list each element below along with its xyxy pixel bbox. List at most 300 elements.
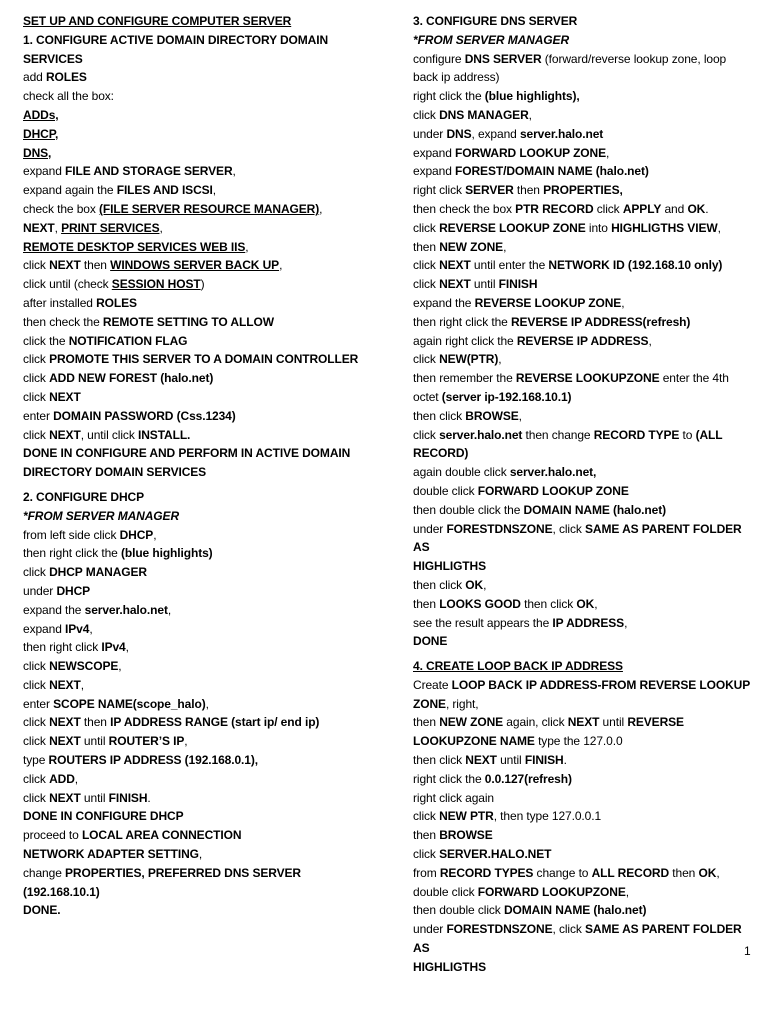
text-line [413, 845, 758, 864]
text-run: then click [520, 596, 577, 611]
text-line [413, 520, 758, 558]
text-run: DHCP [56, 583, 91, 598]
text-run: SAME AS PARENT FOLDER AS [413, 922, 742, 956]
text-run: SERVICES [23, 51, 83, 66]
text-run: click [413, 258, 440, 273]
text-run: double click [413, 884, 478, 899]
text-run: FORWARD LOOKUPZONE [477, 884, 626, 899]
text-run: server.halo.net, [509, 465, 597, 480]
text-line [413, 144, 758, 163]
text-run: , [648, 333, 652, 348]
text-run: REVERSE LOOKUP ZONE [474, 295, 622, 310]
text-line [23, 388, 378, 407]
text-run: NEXT [49, 258, 81, 273]
text-run: NETWORK ADAPTER SETTING [23, 847, 199, 862]
text-run: until [599, 715, 628, 730]
text-run: 0.0.127(refresh) [484, 771, 572, 786]
text-run: click [23, 258, 50, 273]
text-line [23, 601, 378, 620]
text-run: SAME AS PARENT FOLDER AS [413, 521, 742, 555]
text-run: NEXT [23, 220, 55, 235]
text-run: SET UP AND CONFIGURE COMPUTER SERVER [23, 14, 292, 28]
text-run: DONE [413, 634, 448, 649]
text-line [413, 883, 758, 902]
text-line [413, 676, 758, 695]
text-run: OK [687, 201, 706, 216]
text-line [23, 507, 378, 526]
text-run: REVERSE [627, 715, 684, 730]
text-run: ROUTERS IP ADDRESS (192.168.0.1), [48, 753, 258, 768]
text-run: , [232, 164, 236, 179]
text-run: click [593, 201, 623, 216]
text-run: click [23, 790, 50, 805]
text-run: then check the box [413, 201, 516, 216]
text-run: REMOTE DESKTOP SERVICES WEB IIS [23, 239, 246, 254]
text-run: PROPERTIES, PREFERRED DNS SERVER [65, 865, 301, 880]
text-line [23, 526, 378, 545]
text-run: proceed to [23, 828, 82, 843]
text-run: under [413, 521, 447, 536]
text-run: FORESTDNSZONE [446, 521, 553, 536]
text-line [413, 388, 758, 407]
text-line [23, 657, 378, 676]
text-line [23, 807, 378, 826]
text-run: click [23, 771, 50, 786]
text-line [23, 313, 378, 332]
text-run: then change [522, 427, 594, 442]
text-line [23, 751, 378, 770]
text-line [413, 407, 758, 426]
text-line [413, 958, 758, 977]
text-line [413, 68, 758, 87]
text-run: , [74, 771, 79, 786]
text-line [23, 845, 378, 864]
text-run: RECORD TYPE [593, 427, 680, 442]
text-run: RECORD TYPES [439, 865, 534, 880]
text-run: then [513, 183, 544, 198]
text-run: DOMAIN NAME (halo.net) [503, 903, 647, 918]
text-line [413, 901, 758, 920]
text-run: under [23, 583, 57, 598]
text-run: again right click the [413, 333, 517, 348]
text-line [23, 238, 378, 257]
text-line [413, 87, 758, 106]
text-run: click [413, 107, 440, 122]
text-run: (server ip-192.168.10.1) [441, 389, 572, 404]
text-run: FORWARD LOOKUP ZONE [477, 483, 629, 498]
text-line [413, 238, 758, 257]
text-line [23, 125, 378, 144]
text-run: enter [23, 696, 54, 711]
text-run: , [153, 527, 157, 542]
text-run: . [705, 201, 709, 216]
text-run: 4. CREATE LOOP BACK IP ADDRESS [413, 659, 623, 674]
text-run: NEXT [49, 427, 81, 442]
text-line [413, 864, 758, 883]
text-line [413, 614, 758, 633]
text-run: IP ADDRESS [552, 615, 625, 630]
text-run: , [125, 640, 129, 655]
text-run: , [279, 258, 283, 273]
text-run: PROPERTIES, [543, 183, 623, 198]
text-run: (FILE SERVER RESOURCE MANAGER) [98, 201, 320, 216]
text-line [413, 501, 758, 520]
text-line [413, 200, 758, 219]
text-run: REVERSE LOOKUP ZONE [439, 220, 586, 235]
text-run: , [205, 696, 209, 711]
text-run: HIGHLIGTHS VIEW [611, 220, 718, 235]
text-run: then click [413, 408, 466, 423]
text-run: server.halo.net [519, 126, 604, 141]
text-line [23, 826, 378, 845]
text-run: click [23, 352, 50, 367]
text-run: , [245, 239, 249, 254]
text-run: LOOKUPZONE NAME [413, 734, 535, 749]
text-run: then [80, 715, 111, 730]
text-run: again double click [413, 465, 510, 480]
text-run: until [470, 277, 499, 292]
text-run: ADDs, [23, 107, 59, 122]
text-line [413, 256, 758, 275]
text-run: RECORD) [413, 446, 469, 461]
text-line [413, 463, 758, 482]
text-run: , click [552, 922, 586, 937]
text-run: under [413, 126, 447, 141]
text-line [23, 350, 378, 369]
text-run: , [483, 577, 487, 592]
text-line [413, 369, 758, 388]
text-line [23, 444, 378, 463]
text-run: then right click the [413, 314, 511, 329]
text-run: (blue highlights) [120, 546, 213, 561]
text-run: into [585, 220, 612, 235]
text-run: DOMAIN NAME (halo.net) [523, 502, 667, 517]
text-run: IPv4 [101, 640, 126, 655]
text-run: REVERSE IP ADDRESS [516, 333, 649, 348]
text-run: , [198, 847, 203, 862]
text-line [23, 144, 378, 163]
text-run: then double click the [413, 502, 524, 517]
text-run: 2. CONFIGURE DHCP [23, 489, 144, 504]
right-column [413, 12, 758, 977]
text-run: LOCAL AREA CONNECTION [81, 828, 242, 843]
text-run: FINISH [524, 753, 564, 768]
text-run: then remember the [413, 371, 516, 386]
text-line [23, 332, 378, 351]
text-run: 1. CONFIGURE ACTIVE DOMAIN DIRECTORY DOMAIN [23, 32, 329, 47]
text-run: DONE IN CONFIGURE AND PERFORM IN ACTIVE DOMAIN [23, 446, 351, 461]
text-line [23, 426, 378, 445]
text-line [23, 789, 378, 808]
text-run: HIGHLIGTHS [413, 959, 486, 974]
text-run: FOREST/DOMAIN NAME (halo.net) [455, 164, 649, 179]
text-run: change to [533, 865, 592, 880]
text-run: LOOKS GOOD [439, 596, 521, 611]
text-line [413, 332, 758, 351]
text-run: then double click [413, 903, 504, 918]
text-line [23, 275, 378, 294]
text-run: (192.168.10.1) [23, 884, 100, 899]
text-line [413, 751, 758, 770]
text-run: click [413, 427, 440, 442]
text-line [23, 87, 378, 106]
text-run: see the result appears the [413, 615, 553, 630]
text-run: FILE AND STORAGE SERVER [65, 164, 233, 179]
text-line [23, 582, 378, 601]
text-run: until enter the [470, 258, 549, 273]
text-run: HIGHLIGTHS [413, 559, 486, 574]
text-run: DHCP [119, 527, 154, 542]
text-run: then check the [23, 314, 103, 329]
text-run: click [413, 847, 440, 862]
text-run: OK [576, 596, 595, 611]
text-run: ZONE [413, 696, 446, 711]
text-line [23, 12, 378, 31]
text-line [23, 68, 378, 87]
text-line [413, 576, 758, 595]
text-line [413, 162, 758, 181]
text-run: (ALL [695, 427, 723, 442]
text-run: add [23, 70, 46, 85]
text-run: click [413, 352, 440, 367]
text-run: ROLES [96, 295, 137, 310]
text-run: FINISH [108, 790, 148, 805]
text-line [23, 463, 378, 482]
text-run: until [496, 753, 525, 768]
text-run: then click [413, 577, 466, 592]
text-run: DHCP MANAGER [49, 565, 147, 580]
text-run: right click again [413, 790, 495, 805]
text-run: and [661, 201, 688, 216]
text-run: , [212, 183, 217, 198]
text-run: IP ADDRESS RANGE (start ip/ end ip) [110, 715, 320, 730]
left-column [23, 12, 378, 920]
text-run: , [118, 659, 122, 674]
text-line [23, 200, 378, 219]
text-run: , [594, 596, 598, 611]
text-run: then [413, 715, 440, 730]
text-run: until [80, 790, 109, 805]
text-line [413, 732, 758, 751]
text-line [413, 426, 758, 445]
text-run: then [413, 239, 440, 254]
text-run: under [413, 922, 447, 937]
text-run: expand again the [23, 183, 117, 198]
text-line [413, 482, 758, 501]
text-run: NEXT [567, 715, 600, 730]
text-line [413, 695, 758, 714]
text-run: expand [413, 164, 456, 179]
text-run: until [80, 734, 109, 749]
text-run: click until (check [23, 277, 112, 292]
text-run: . [147, 790, 151, 805]
text-run: DIRECTORY DOMAIN SERVICES [23, 465, 207, 480]
text-run: SERVER.HALO.NET [439, 847, 552, 862]
text-run: to [679, 427, 696, 442]
text-run: click [23, 565, 50, 580]
text-run: NEW ZONE [439, 239, 504, 254]
text-run: then [669, 865, 699, 880]
text-line [23, 488, 378, 507]
text-line [23, 883, 378, 902]
text-run: back ip address) [413, 70, 500, 85]
text-run: Create [413, 677, 452, 692]
text-run: *FROM SERVER MANAGER [23, 508, 180, 523]
text-run: NEXT [49, 677, 81, 692]
text-run: right click [413, 183, 466, 198]
text-run: then [413, 828, 440, 843]
text-run: expand [23, 164, 66, 179]
text-run: NEXT [49, 790, 81, 805]
text-run: click the [23, 333, 69, 348]
text-line [23, 219, 378, 238]
text-run: DNS MANAGER [439, 107, 529, 122]
text-run: check all the box: [23, 89, 114, 104]
text-run: server.halo.net [439, 427, 523, 442]
text-run: FORESTDNSZONE [446, 922, 553, 937]
text-run: REMOTE SETTING TO ALLOW [102, 314, 274, 329]
text-line [413, 313, 758, 332]
text-run: , [625, 884, 629, 899]
text-run: PRINT SERVICES [61, 220, 160, 235]
text-line [413, 789, 758, 808]
text-line [23, 638, 378, 657]
text-run: DHCP, [23, 126, 59, 141]
text-run: , [716, 865, 720, 880]
text-run: BROWSE [465, 408, 519, 423]
text-run: FILES AND ISCSI [116, 183, 213, 198]
text-line [413, 632, 758, 651]
text-run: , [624, 615, 628, 630]
text-run: from left side click [23, 527, 120, 542]
text-run: from [413, 865, 440, 880]
text-run: PTR RECORD [515, 201, 594, 216]
text-run: , [606, 145, 610, 160]
text-run: right click the [413, 89, 485, 104]
text-line [23, 407, 378, 426]
text-run: ROUTER’S IP [108, 734, 185, 749]
text-line [23, 294, 378, 313]
text-run: , [528, 107, 532, 122]
text-run: ALL RECORD [591, 865, 670, 880]
text-run: expand the [23, 602, 85, 617]
text-run: NEXT [49, 734, 81, 749]
text-line [23, 901, 378, 920]
text-run: configure [413, 51, 465, 66]
text-line [23, 732, 378, 751]
text-run: , [80, 677, 84, 692]
text-run: click [23, 389, 50, 404]
text-line [23, 563, 378, 582]
text-run: right click the [413, 771, 485, 786]
text-run: click [413, 277, 440, 292]
text-run: type [23, 753, 49, 768]
text-line [413, 595, 758, 614]
text-run: server.halo.net [84, 602, 168, 617]
text-line [413, 826, 758, 845]
text-run: NEWSCOPE [49, 659, 119, 674]
text-run: NEXT [439, 277, 471, 292]
text-run: WINDOWS SERVER BACK UP [110, 258, 280, 273]
text-run: DNS, [23, 145, 52, 160]
text-line [413, 31, 758, 50]
text-run: , then type 127.0.0.1 [493, 809, 602, 824]
text-run: LOOP BACK IP ADDRESS-FROM REVERSE LOOKUP [451, 677, 751, 692]
text-run: change [23, 865, 66, 880]
text-line [23, 695, 378, 714]
text-run: , expand [471, 126, 520, 141]
text-run: NEXT [49, 389, 81, 404]
text-run: *FROM SERVER MANAGER [413, 32, 570, 47]
text-line [23, 256, 378, 275]
text-run: click [413, 809, 440, 824]
text-line [413, 657, 758, 676]
text-line [23, 31, 378, 50]
text-run: click [23, 734, 50, 749]
text-run: , click [552, 521, 586, 536]
text-run: DNS [446, 126, 472, 141]
text-run: click [23, 715, 50, 730]
text-run: INSTALL. [137, 427, 191, 442]
text-run: then right click the [23, 546, 121, 561]
text-run: after installed [23, 295, 97, 310]
text-run: click [413, 220, 440, 235]
text-run: , [621, 295, 625, 310]
text-run: expand the [413, 295, 475, 310]
text-run: DNS SERVER [464, 51, 542, 66]
text-run: , [184, 734, 188, 749]
text-line [23, 106, 378, 125]
page-number: 1 [744, 944, 751, 958]
text-run: again, click [503, 715, 568, 730]
text-run: NETWORK ID (192.168.10 only) [548, 258, 723, 273]
text-run: , [717, 220, 721, 235]
text-run: . [563, 753, 567, 768]
text-run: SCOPE NAME(scope_halo) [53, 696, 206, 711]
text-line [23, 770, 378, 789]
text-run: FORWARD LOOKUP ZONE [455, 145, 607, 160]
text-line [413, 219, 758, 238]
text-run: click [23, 677, 50, 692]
text-run: check the box [23, 201, 99, 216]
text-run: click [23, 371, 50, 386]
text-line [23, 50, 378, 69]
text-run: APPLY [622, 201, 662, 216]
text-run: , [167, 602, 172, 617]
text-line [23, 676, 378, 695]
text-line [413, 12, 758, 31]
text-run: , [54, 220, 62, 235]
text-run: NEW ZONE [439, 715, 504, 730]
text-run: ADD NEW FOREST (halo.net) [49, 371, 214, 386]
text-line [413, 125, 758, 144]
text-run: , until click [80, 427, 138, 442]
text-line [23, 369, 378, 388]
text-line [23, 162, 378, 181]
text-run: type the 127.0.0 [534, 734, 623, 749]
text-line [413, 350, 758, 369]
text-run: , [518, 408, 522, 423]
text-run: DOMAIN PASSWORD (Css.1234) [53, 408, 236, 423]
text-line [23, 181, 378, 200]
text-run: enter [23, 408, 54, 423]
text-run: , right, [445, 696, 479, 711]
text-run: enter the 4th [659, 371, 729, 386]
text-run: DONE IN CONFIGURE DHCP [23, 809, 184, 824]
text-run: REVERSE LOOKUPZONE [515, 371, 660, 386]
text-line [413, 807, 758, 826]
text-run: DONE. [23, 903, 61, 918]
